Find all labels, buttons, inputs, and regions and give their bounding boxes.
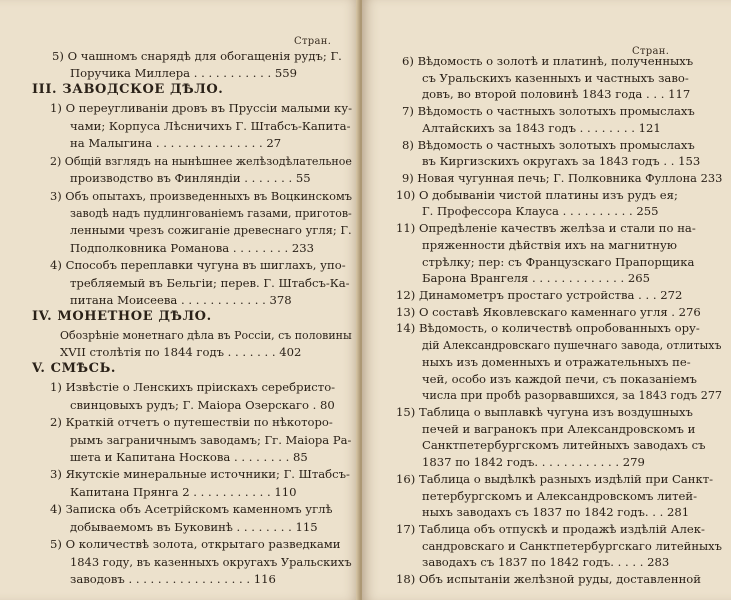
toc-line: 17) Таблица объ отпускѣ и продажѣ издѣлій Алек- xyxy=(396,521,705,536)
toc-line: 12) Динамометръ простаго устройства . . . 272 xyxy=(396,287,683,302)
toc-line: Капитана Прянга 2 . . . . . . . . . . . 110 xyxy=(70,484,297,499)
toc-line: 4) Записка объ Асетрійскомъ каменномъ углѣ xyxy=(50,502,333,517)
toc-line: чей, особо изъ каждой печи, съ показаніемъ xyxy=(422,371,697,386)
toc-line: 2) Общій взглядъ на нынѣшнее желѣзодѣлательное xyxy=(50,153,352,168)
toc-line: шета и Капитана Носкова . . . . . . . . 85 xyxy=(70,450,308,464)
toc-line: 14) Вѣдомость, о количествѣ опробованныхъ ору- xyxy=(396,321,700,336)
left-page-header: Стран. xyxy=(294,36,332,47)
toc-line: заводовъ . . . . . . . . . . . . . . . . . 116 xyxy=(70,572,276,586)
toc-line: довъ, во второй половинѣ 1843 года . . . 117 xyxy=(422,87,691,102)
toc-line: 1) О переугливаніи дровъ въ Пруссіи малыми ку- xyxy=(50,101,353,116)
toc-line: 1837 по 1842 годъ. . . . . . . . . . . . 279 xyxy=(422,455,645,469)
toc-line: Барона Врангеля . . . . . . . . . . . . . 265 xyxy=(422,271,650,286)
toc-line: питана Моисеева . . . . . . . . . . . . 378 xyxy=(70,293,292,308)
toc-line: заводахъ съ 1837 по 1842 годъ. . . . . 283 xyxy=(422,555,670,570)
toc-line: 16) Таблица о выдѣлкѣ разныхъ издѣлій при Санкт- xyxy=(396,471,714,486)
toc-line: 6) Вѣдомость о золотѣ и платинѣ, полученныхъ xyxy=(402,54,694,68)
toc-line: 11) Опредѣленіе качествъ желѣза и стали по на- xyxy=(396,221,696,236)
toc-line: ныхъ изъ доменныхъ и отражательныхъ пе- xyxy=(422,354,691,369)
toc-line: 3) Объ опытахъ, произведенныхъ въ Воцкинскомъ xyxy=(50,188,353,203)
toc-line: на Малыгина . . . . . . . . . . . . . . . 27 xyxy=(70,136,282,151)
toc-line: пряженности дѣйствія ихъ на магнитную xyxy=(422,237,677,252)
toc-line: 10) О добываніи чистой платины изъ рудъ ея; xyxy=(396,187,678,202)
toc-line: 1) Извѣстіе о Ленскихъ пріискахъ серебристо- xyxy=(50,380,336,395)
toc-line: Санктпетербургскомъ литейныхъ заводахъ съ xyxy=(422,438,706,453)
toc-line: стрѣлку; пер: съ Французскаго Прапорщика xyxy=(422,254,695,269)
toc-line: ленными чрезъ сожиганіе древеснаго угля; Г. xyxy=(70,223,352,238)
toc-line: Подполковника Романова . . . . . . . . 233 xyxy=(70,240,314,255)
toc-line: Поручика Миллера . . . . . . . . . . . 559 xyxy=(70,66,297,81)
toc-line: 3) Якутскіе минеральные источники; Г. Штабсъ- xyxy=(50,467,350,482)
toc-line: 2) Краткій отчетъ о путешествіи по нѣкоторо- xyxy=(50,415,333,430)
toc-line: петербургскомъ и Александровскомъ литей- xyxy=(422,488,698,503)
toc-line: свинцовыхъ рудъ; Г. Маіора Озерскаго . 80 xyxy=(70,397,335,412)
toc-line: ныхъ заводахъ съ 1837 по 1842 годъ. . . 281 xyxy=(422,505,690,520)
toc-line: въ Киргизскихъ округахъ за 1843 годъ . . 153 xyxy=(422,154,701,169)
toc-line: XVII столѣтія по 1844 годъ . . . . . . . 402 xyxy=(60,345,302,360)
toc-line: Алтайскихъ за 1843 годъ . . . . . . . . 121 xyxy=(422,120,661,135)
toc-line: дій Александровскаго пушечнаго завода, отлитыхъ xyxy=(422,338,722,353)
toc-line: заводѣ надъ пудлингованіемъ газами, приготов- xyxy=(70,205,352,220)
toc-line: 5) О чашномъ снарядѣ для обогащенія рудъ; Г. xyxy=(52,49,342,63)
toc-line: сандровскаго и Санктпетербургскаго литейныхъ xyxy=(422,538,723,553)
toc-line: 1843 году, въ казенныхъ округахъ Уральскихъ xyxy=(70,554,352,569)
toc-line: 7) Вѣдомость о частныхъ золотыхъ промыслахъ xyxy=(402,104,695,119)
toc-line: 8) Вѣдомость о частныхъ золотыхъ промыслахъ xyxy=(402,137,695,152)
toc-line: съ Уральскихъ казенныхъ и частныхъ заво- xyxy=(422,70,689,85)
toc-line: печей и вагранокъ при Александровскомъ и xyxy=(422,421,696,436)
toc-line: добываемомъ въ Буковинѣ . . . . . . . . 115 xyxy=(70,519,318,534)
toc-line: 9) Новая чугунная печь; Г. Полковника Фуллона 233 xyxy=(402,171,723,185)
section-heading: III. ЗАВОДСКОЕ ДѢЛО. xyxy=(32,81,224,97)
toc-line: Обозрѣніе монетнаго дѣла въ Россіи, съ половины xyxy=(60,327,352,342)
toc-line: рымъ заграничнымъ заводамъ; Гг. Маіора Ра- xyxy=(70,432,352,447)
toc-line: числа при пробѣ разорвавшихся, за 1843 годъ 277 xyxy=(422,388,723,403)
toc-line: чами; Корпуса Лѣсничихъ Г. Штабсъ-Капита- xyxy=(70,118,351,133)
toc-line: 13) О составѣ Яковлевскаго каменнаго угля . 276 xyxy=(396,304,701,319)
toc-line: 18) Объ испытаніи желѣзной руды, доставленной xyxy=(396,572,702,586)
right-page-header: Стран. xyxy=(632,46,670,57)
toc-line: 4) Способъ переплавки чугуна въ шиглахъ, упо- xyxy=(50,258,346,273)
toc-line: 15) Таблица о выплавкѣ чугуна изъ воздушныхъ xyxy=(396,404,693,419)
toc-line: Г. Профессора Клауса . . . . . . . . . . 255 xyxy=(422,204,659,219)
toc-line: производство въ Финляндіи . . . . . . . 55 xyxy=(70,171,311,185)
section-heading: IV. МОНЕТНОЕ ДѢЛО. xyxy=(32,308,212,324)
toc-line: 5) О количествѣ золота, открытаго разведками xyxy=(50,537,341,552)
section-heading: V. СМѢСЬ. xyxy=(32,360,117,376)
toc-line: требляемый въ Бельгіи; перев. Г. Штабсъ-Ка- xyxy=(70,275,350,290)
